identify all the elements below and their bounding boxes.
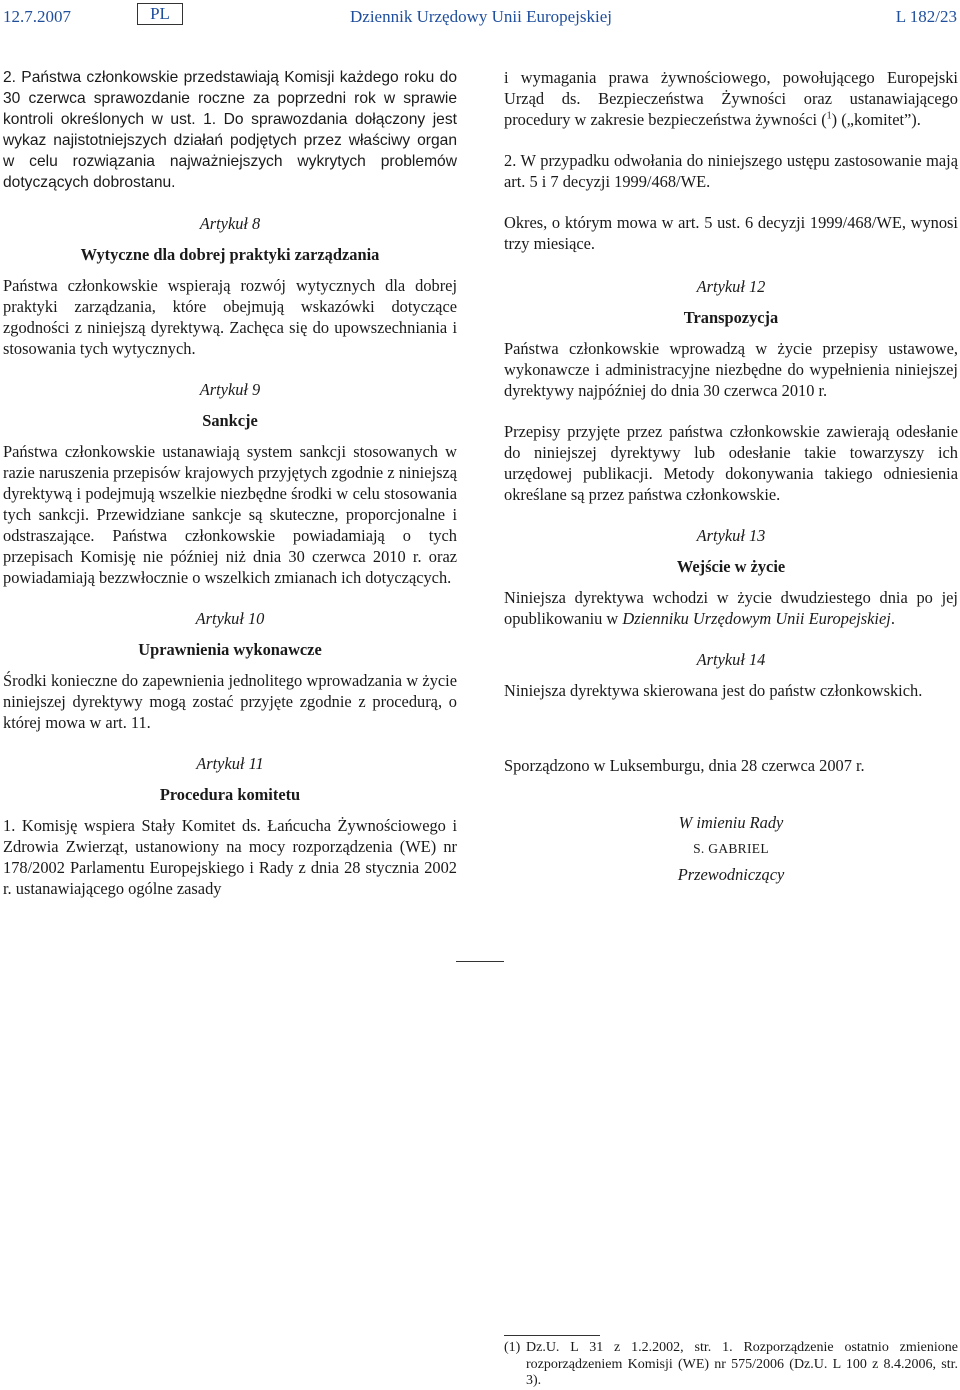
footnote <box>504 1340 958 1390</box>
article-8-title: Wytyczne dla dobrej praktyki zarządzania <box>80 245 380 264</box>
signature-name: S. GABRIEL <box>693 841 769 856</box>
language-badge: PL <box>137 3 183 25</box>
article-13-label: Artykuł 13 <box>696 526 766 545</box>
signature-block <box>504 812 958 885</box>
footnote-text: Dz.U. L 31 z 1.2.2002, str. 1. Rozporządzenie ostatnio zmienione rozporządzeniem Komisji (WE) nr 575/2006 (Dz.U. L 100 z 8.4.2006, str. 3). <box>526 1340 958 1388</box>
article-9-text: Państwa członkowskie ustanawiają system sankcji stosowanych w razie naruszenia przepisów krajowych przyjętych zgodnie z niniejszą dyrektywą i podejmują wszelkie niezbędne środki w celu stosowania tych sankcji. Przewidziane sankcje są skuteczne, proporcjonalne i odstraszające. Państwa członkowskie powiadamiają o tych przepisach Komisję nie później niż dnia 30 czerwca 2010 r. oraz powiadamiają bezzwłocznie o wszelkich zmianach ich dotyczących. <box>3 442 457 587</box>
article-13-text-b: . <box>890 609 895 628</box>
article-11-text: 1. Komisję wspiera Stały Komitet ds. Łańcucha Żywnościowego i Zdrowia Zwierząt, ustanowiony na mocy rozporządzenia (WE) nr 178/2002 Parlamentu Europejskiego i Rady z dnia 28 stycznia 2002 r. ustanawiającego ogólne zasady <box>3 816 457 898</box>
right-column <box>504 67 958 885</box>
article-12-text-1: Państwa członkowskie wprowadzą w życie przepisy ustawowe, wykonawcze i administracyjne niezbędne do wypełnienia niniejszej dyrektywy najpóźniej do dnia 30 czerwca 2010 r. <box>504 339 958 400</box>
page-reference: L 182/23 <box>895 7 957 26</box>
signature-role: Przewodniczący <box>677 865 785 884</box>
footnote-rule <box>504 1335 600 1336</box>
paragraph-annual-report: 2. Państwa członkowskie przedstawiają Komisji każdego roku do 30 czerwca sprawozdanie roczne za poprzedni rok w sprawie kontroli określonych w ust. 1. Do sprawozdania dołączony jest wykaz najistotniejszych działań podjętych przez właściwy organ w celu rozwiązania najważniejszych wykrytych problemów dotyczących dobrostanu. <box>3 69 457 191</box>
article-14-text: Niniejsza dyrektywa skierowana jest do państw członkowskich. <box>504 681 923 700</box>
paragraph-period: Okres, o którym mowa w art. 5 ust. 6 decyzji 1999/468/WE, wynosi trzy miesiące. <box>504 213 958 253</box>
section-divider <box>456 961 504 962</box>
article-13-text <box>504 587 958 629</box>
article-13-text-a: Niniejsza dyrektywa wchodzi w życie dwudziestego dnia po jej opublikowaniu w <box>504 588 958 628</box>
journal-title: Dziennik Urzędowy Unii Europejskiej <box>350 7 613 26</box>
paragraph-2: 2. W przypadku odwołania do niniejszego ustępu zastosowanie mają art. 5 i 7 decyzji 1999/468/WE. <box>504 151 958 191</box>
article-8-text: Państwa członkowskie wspierają rozwój wytycznych dla dobrej praktyki zarządzania, które obejmują wskazówki dotyczące zgodności z niniejszą dyrektywą. Zachęca się do upowszechniania i stosowania tych wytycznych. <box>3 276 457 358</box>
publication-date: 12.7.2007 <box>3 7 71 26</box>
article-12-title: Transpozycja <box>683 308 779 327</box>
article-10-label: Artykuł 10 <box>195 609 265 628</box>
article-14-label: Artykuł 14 <box>696 650 766 669</box>
paragraph-committee-continuation <box>504 67 958 130</box>
journal-name-italic: Dzienniku Urzędowym Unii Europejskiej <box>622 609 891 628</box>
article-13-title: Wejście w życie <box>676 557 786 576</box>
footnote-reference: 1 <box>826 110 832 122</box>
page-header <box>0 0 960 34</box>
article-11-label: Artykuł 11 <box>196 754 264 773</box>
continuation-text-a: i wymagania prawa żywnościowego, powołującego Europejski Urząd ds. Bezpieczeństwa Żywności oraz ustanawiającego procedury w zakresie bezpieczeństwa żywności ( <box>504 68 958 129</box>
continuation-text-b: ) („komitet”). <box>831 110 921 129</box>
article-12-text-2: Przepisy przyjęte przez państwa członkowskie zawierają odesłanie do niniejszej dyrektywy lub odesłanie takie towarzyszy ich urzędowej publikacji. Metody dokonywania takiego odniesienia określane są przez państwa członkowskie. <box>504 422 958 504</box>
article-8-label: Artykuł 8 <box>199 214 261 233</box>
article-9-label: Artykuł 9 <box>199 380 261 399</box>
article-10-title: Uprawnienia wykonawcze <box>138 640 322 659</box>
article-9-title: Sankcje <box>202 411 258 430</box>
footnote-marker: (1) <box>504 1340 521 1355</box>
signature-council: W imieniu Rady <box>678 813 784 832</box>
done-at-line: Sporządzono w Luksemburgu, dnia 28 czerwca 2007 r. <box>504 756 865 775</box>
article-11-title: Procedura komitetu <box>159 785 301 804</box>
article-10-text: Środki konieczne do zapewnienia jednolitego wprowadzania w życie niniejszej dyrektywy mogą zostać przyjęte zgodnie z procedurą, o której mowa w art. 11. <box>3 671 457 732</box>
article-12-label: Artykuł 12 <box>696 277 766 296</box>
left-column <box>3 67 457 899</box>
